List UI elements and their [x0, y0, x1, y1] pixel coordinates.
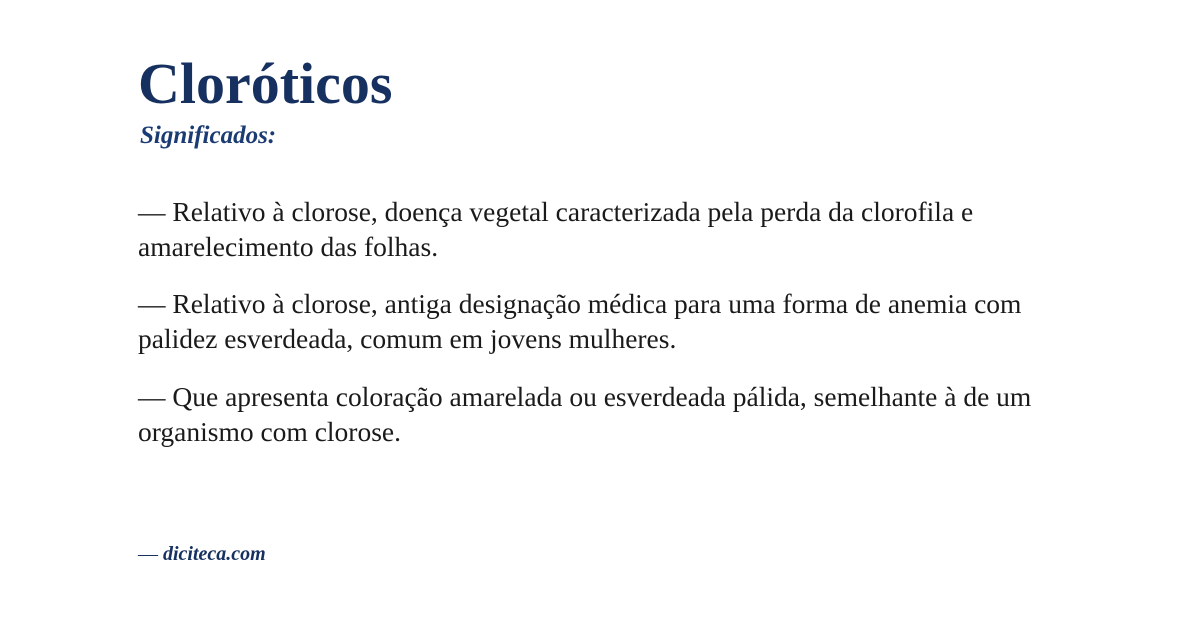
definition-dash: —	[138, 195, 166, 227]
definition-text: Relativo à clorose, doença vegetal caracterizada pela perda da clorofila e amarelecimento das folhas.	[138, 195, 974, 262]
definition-dash: —	[138, 380, 166, 412]
source-dash: —	[138, 543, 158, 565]
definition-text: Relativo à clorose, antiga designação médica para uma forma de anemia com palidez esverdeada, comum em jovens mulheres.	[138, 288, 1022, 355]
definition-item	[138, 379, 1070, 449]
page-title: Cloróticos	[138, 51, 393, 116]
definition-item	[138, 194, 1070, 264]
definitions-list	[138, 194, 1070, 449]
source-attribution	[138, 543, 266, 566]
definition-dash: —	[138, 288, 166, 320]
definition-text: Que apresenta coloração amarelada ou esverdeada pálida, semelhante à de um organismo com clorose.	[138, 380, 1032, 447]
meanings-label: Significados:	[140, 121, 277, 149]
source-name: diciteca.com	[163, 543, 266, 565]
definition-item	[138, 286, 1070, 356]
